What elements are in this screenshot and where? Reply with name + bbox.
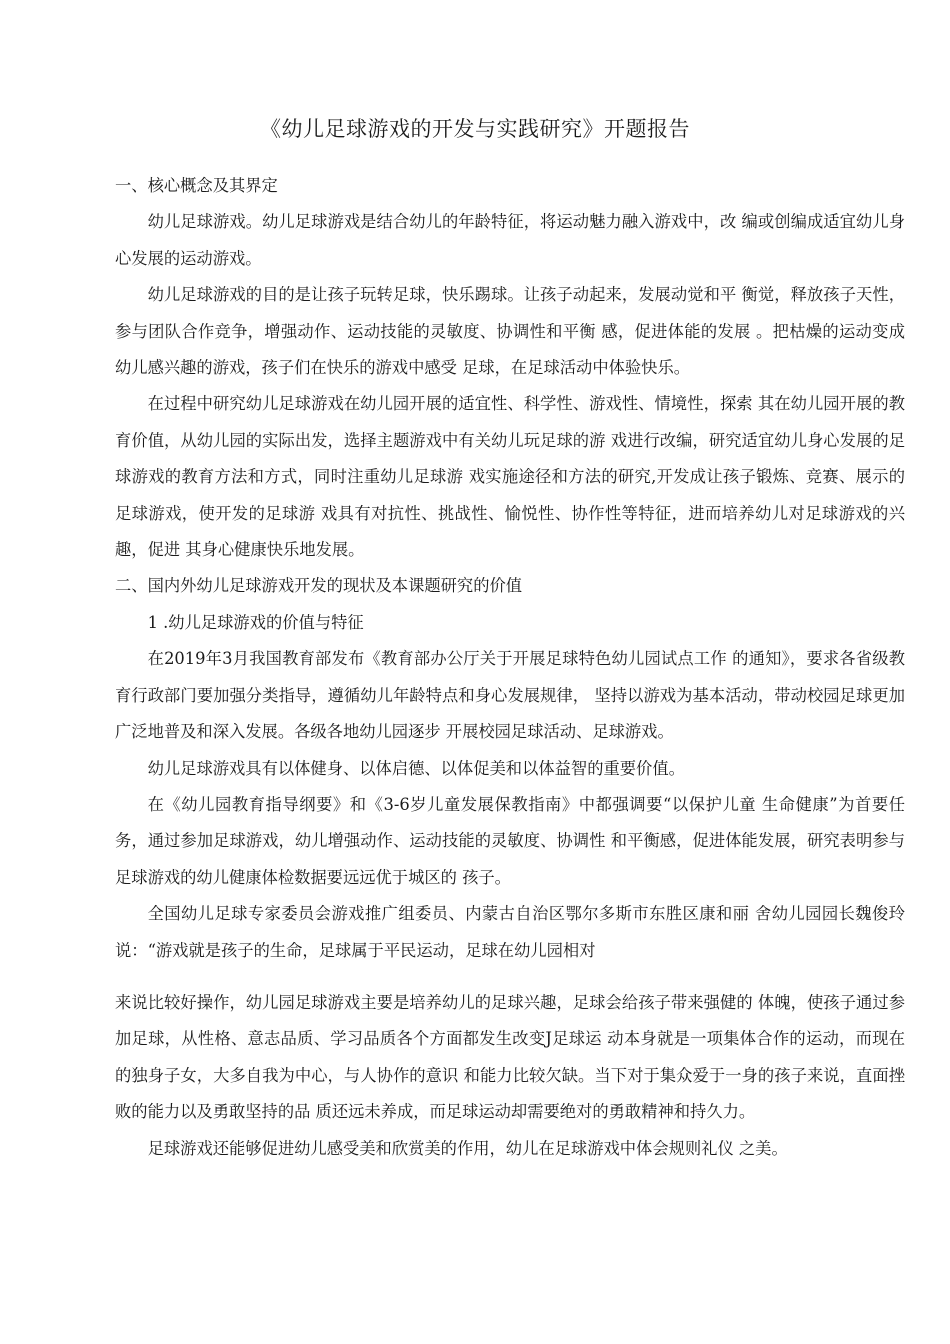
paragraph-expert-quote: 全国幼儿足球专家委员会游戏推广组委员、内蒙古自治区鄂尔多斯市东胜区康和丽 舍幼儿园园长魏俊玲说：“游戏就是孩子的生命，足球属于平民运动，足球在幼儿园相对 (115, 904, 905, 960)
paragraph-quote-continued: 来说比较好操作，幼儿园足球游戏主要是培养幼儿的足球兴趣，足球会给孩子带来强健的 体魄，使孩子通过参加足球，从性格、意志品质、学习品质各个方面都发生改变J足球运 动本身就是一项集体合作的运动，而现在的独身子女，大多自我为中心，与人协作的意识 和能力比较欠缺。当下对于集众爱于一身的孩子来说，直面挫败的能力以及勇敢坚持的品 质还远未养成，而足球运动却需要绝对的勇敢精神和持久力。 (115, 992, 905, 1122)
paragraph-policy: 在2019年3月我国教育部发布《教育部办公厅关于开展足球特色幼儿园试点工作 的通知》，要求各省级教育行政部门要加强分类指导，遵循幼儿年龄特点和身心发展规律， 坚持以游戏为基本活动，带动校园足球更加广泛地普及和深入发展。各级各地幼儿园逐步 开展校园足球活动、足球游戏。 (115, 649, 905, 742)
paragraph-research-process: 在过程中研究幼儿足球游戏在幼儿园开展的适宜性、科学性、游戏性、情境性，探索 其在幼儿园开展的教育价值，从幼儿园的实际出发，选择主题游戏中有关幼儿玩足球的游 戏进行改编，研究适宜幼儿身心发展的足球游戏的教育方法和方式，同时注重幼儿足球游 戏实施途径和方法的研究,开发成让孩子锻炼、竞赛、展示的足球游戏，使开发的足球游 戏具有对抗性、挑战性、愉悦性、协作性等特征，进而培养幼儿对足球游戏的兴趣，促进 其身心健康快乐地发展。 (115, 394, 905, 560)
paragraph-purpose: 幼儿足球游戏的目的是让孩子玩转足球，快乐踢球。让孩子动起来，发展动觉和平 衡觉，释放孩子天性，参与团队合作竞争，增强动作、运动技能的灵敏度、协调性和平衡 感，促进体能的发展 。把枯燥的运动变成幼儿感兴趣的游戏，孩子们在快乐的游戏中感受 足球，在足球活动中体验快乐。 (115, 285, 905, 378)
subsection-heading-1: 1 .幼儿足球游戏的价值与特征 (147, 612, 364, 632)
paragraph-guidelines: 在《幼儿园教育指导纲要》和《3-6岁儿童发展保教指南》中都强调要“以保护儿童 生命健康”为首要任务，通过参加足球游戏，幼儿增强动作、运动技能的灵敏度、协调性 和平衡感，促进体能发展，研究表明参与足球游戏的幼儿健康体检数据要远远优于城区的 孩子。 (115, 794, 905, 887)
paragraph-definition: 幼儿足球游戏。幼儿足球游戏是结合幼儿的年龄特征，将运动魅力融入游戏中，改 编或创编成适宜幼儿身心发展的运动游戏。 (115, 212, 905, 268)
section-heading-1: 一、核心概念及其界定 (115, 176, 278, 195)
document-body (115, 168, 905, 1167)
document-title: 《幼儿足球游戏的开发与实践研究》开题报告 (260, 117, 690, 141)
paragraph-aesthetics: 足球游戏还能够促进幼儿感受美和欣赏美的作用，幼儿在足球游戏中体会规则礼仪 之美。 (147, 1138, 788, 1158)
section-heading-2: 二、国内外幼儿足球游戏开发的现状及本课题研究的价值 (115, 576, 523, 596)
paragraph-value: 幼儿足球游戏具有以体健身、以体启德、以体促美和以体益智的重要价值。 (147, 758, 685, 778)
